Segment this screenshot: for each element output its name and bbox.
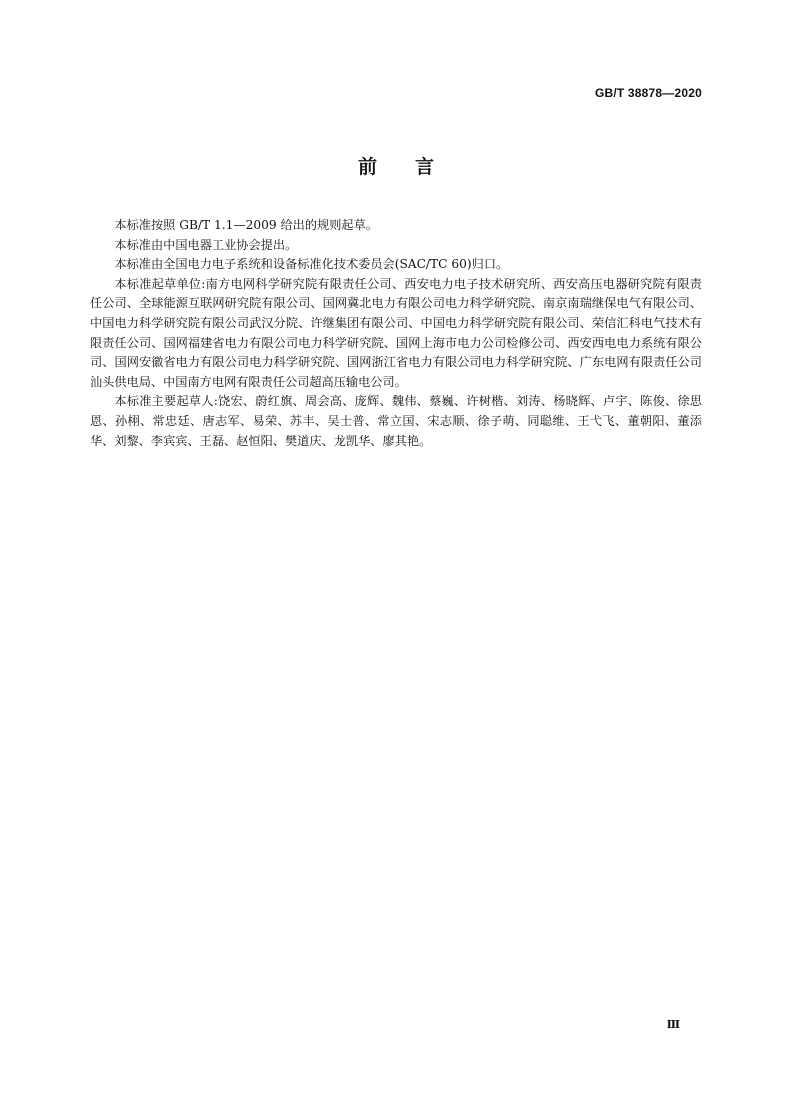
document-body	[90, 216, 702, 451]
paragraph-proposer: 本标准由中国电器工业协会提出。	[114, 237, 298, 252]
paragraph-drafters: 本标准主要起草人:饶宏、蔚红旗、周会高、庞辉、魏伟、蔡巍、许树楷、刘涛、杨晓辉、卢宇、陈俊、徐思恩、孙栩、常忠廷、唐志军、易荣、苏丰、吴士普、常立国、宋志顺、徐子萌、同聪维、王弋飞、董朝阳、董添华、刘黎、李宾宾、王磊、赵恒阳、樊道庆、龙凯华、廖其艳。	[90, 394, 702, 448]
standard-number: GB/T 38878—2020	[594, 86, 702, 100]
page-title: 前言	[357, 156, 472, 178]
page-number: Ⅲ	[666, 1018, 680, 1031]
paragraph-drafting-units: 本标准起草单位:南方电网科学研究院有限责任公司、西安电力电子技术研究所、西安高压电器研究院有限责任公司、全球能源互联网研究院有限公司、国网冀北电力有限公司电力科学研究院、南京南瑞继保电气有限公司、中国电力科学研究院有限公司武汉分院、许继集团有限公司、中国电力科学研究院有限公司、荣信汇科电气技术有限责任公司、国网福建省电力有限公司电力科学研究院、国网上海市电力公司检修公司、西安西电电力系统有限公司、国网安徽省电力有限公司电力科学研究院、国网浙江省电力有限公司电力科学研究院、广东电网有限责任公司汕头供电局、中国南方电网有限责任公司超高压输电公司。	[90, 276, 702, 389]
paragraph-committee: 本标准由全国电力电子系统和设备标准化技术委员会(SAC/TC 60)归口。	[114, 257, 509, 272]
paragraph-drafting-rules: 本标准按照 GB/T 1.1—2009 给出的规则起草。	[114, 218, 378, 232]
